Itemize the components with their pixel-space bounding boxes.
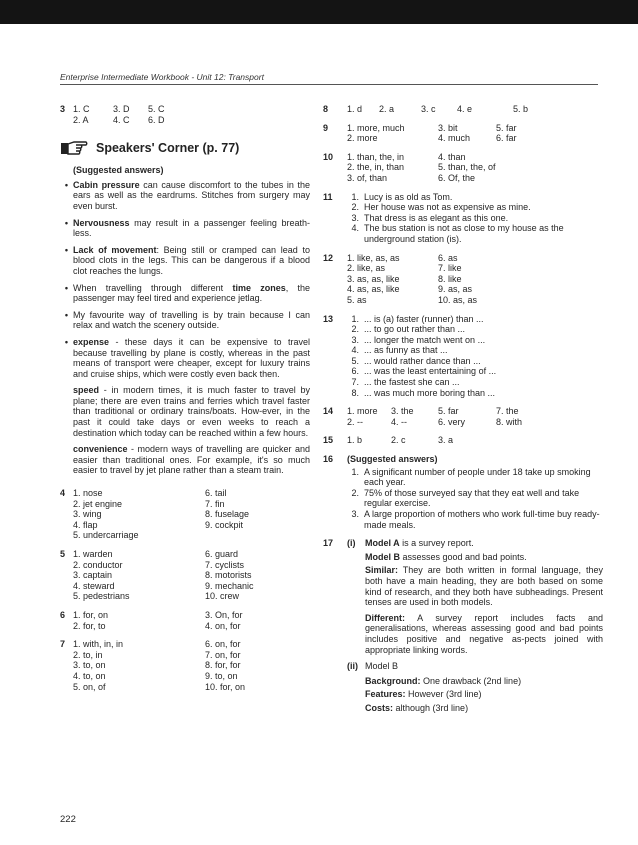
answer-cell: 5. pedestrians <box>73 591 130 602</box>
answer-cell: 2. a <box>379 104 395 114</box>
answer-row <box>73 560 310 571</box>
list-item: 2. Her house was not as expensive as mine. <box>351 202 531 213</box>
list-item: 3. ... longer the match went on ... <box>351 334 486 345</box>
right-column <box>323 104 603 714</box>
answer-cell: 8. motorists <box>205 570 252 581</box>
part-i: (i) Model A is a survey report. Model B assesses good and bad points. Similar: They are both written in formal language, they both have a main heading, they are both based on some kind of research, and they both have subheadings. Present tenses are used in both models. Different: A survey report includes facts and generalisations, whereas assessing good and bad points includes positive and negative as-pects joined with appropriate linking words. <box>347 538 603 655</box>
section-5: 5 1. warden 6. guard 2. conductor 7. cyclists 3. captain 8. motorists 4. steward 9. mechanic 5. pedestrians 10. crew <box>60 549 310 602</box>
answer-row <box>73 650 310 661</box>
answer-cell: 2. the, in, than <box>347 162 405 173</box>
list-item: 3. That dress is as elegant as this one. <box>351 212 509 223</box>
answer-row <box>347 173 603 184</box>
answer-row <box>73 682 310 693</box>
answer-row <box>73 570 310 581</box>
answer-cell: 6. guard <box>205 549 239 559</box>
list-item: 1. Lucy is as old as Tom. <box>351 191 453 202</box>
answer-row <box>347 152 603 163</box>
section-16: 16 (Suggested answers) 1. A significant number of people under 18 take up smoking each year. 2. 75% of those surveyed say that they eat well and take regular exercise. 3. A large proportion of mothers who work full-time buy ready-made meals. <box>323 454 603 530</box>
answer-cell: 1. like, as, as <box>347 252 400 263</box>
page-number: 222 <box>60 814 76 825</box>
section-12: 12 1. like, as, as 6. as 2. like, as 7. like 3. as, as, like 8. like 4. as, as, like 9. as, as 5. as 10. as, as <box>323 253 603 306</box>
answer-row <box>347 104 603 115</box>
answer-row <box>347 253 603 264</box>
answer-row <box>73 581 310 592</box>
list-item: 1. ... is (a) faster (runner) than ... <box>351 313 484 324</box>
answer-row <box>347 295 603 306</box>
answer-cell: 4. flap <box>73 519 98 530</box>
answer-cell: 3. wing <box>73 509 102 520</box>
bullet-item: • When travelling through different time zones, the passenger may feel tired and experience jetlag. <box>64 282 311 304</box>
answer-cell: 1. with, in, in <box>73 639 124 650</box>
list-item: 2. ... to go out rather than ... <box>351 324 466 335</box>
answer-cell: 4. e <box>457 104 473 114</box>
section-17: 17 (i) Model A is a survey report. Model B assesses good and bad points. Similar: They are both written in formal language, they both have a main heading, they are both based on some kind of research, and they both have subheadings. Present tenses are used in both models. Different: A survey report includes facts and generalisations, whereas assessing good and bad points includes positive and negative as-pects joined with appropriate linking words. (ii) Model B Background: One drawback (2nd line) Features: However (3rd line) Costs: although (3rd line) <box>323 538 603 713</box>
answer-row <box>73 115 310 126</box>
answer-cell: 4. much <box>438 133 471 144</box>
answer-row <box>347 274 603 285</box>
answer-row <box>347 133 603 144</box>
answer-row <box>73 660 310 671</box>
answer-cell: 6. Of, the <box>438 172 476 183</box>
answer-cell: 7. the <box>496 406 519 417</box>
running-header: Enterprise Intermediate Workbook - Unit 12: Transport <box>60 72 264 82</box>
list-item: 8. ... was much more boring than ... <box>351 387 496 398</box>
part-ii: (ii) Model B Background: One drawback (2nd line) Features: However (3rd line) Costs: although (3rd line) <box>347 661 522 713</box>
answer-cell: 4. steward <box>73 580 115 591</box>
answer-cell: 2. like, as <box>347 263 386 274</box>
answer-row <box>73 509 310 520</box>
answer-cell: 1. for, on <box>73 609 109 620</box>
answer-cell: 1. more, much <box>347 122 405 133</box>
answer-cell: 1. d <box>347 104 363 114</box>
section-3 <box>60 104 310 125</box>
speakers-corner-heading <box>60 139 310 157</box>
answer-cell: 5. far <box>496 122 517 133</box>
answer-cell: 2. c <box>391 435 406 446</box>
answer-cell: 6. very <box>438 416 466 427</box>
answer-cell: 5. than, the, of <box>438 162 496 173</box>
answer-row <box>347 162 603 173</box>
answer-cell: 1. than, the, in <box>347 151 405 162</box>
answer-row <box>73 610 310 621</box>
answer-row <box>347 435 603 446</box>
answer-cell: 3. the <box>391 406 414 417</box>
answer-cell: 3. captain <box>73 570 113 581</box>
answer-cell: 5. far <box>438 406 459 417</box>
answer-row <box>347 284 603 295</box>
answer-cell: 8. for, for <box>205 660 241 671</box>
answer-cell: 4. C <box>113 114 130 125</box>
answer-cell: 1. more <box>347 406 378 417</box>
answer-cell: 2. conductor <box>73 559 123 570</box>
answer-cell: 2. jet engine <box>73 498 123 509</box>
section-number: 3 <box>60 104 66 114</box>
answer-cell: 10. for, on <box>205 681 246 692</box>
list-item: 7. ... the fastest she can ... <box>351 377 460 388</box>
section-11: 11 1. Lucy is as old as Tom. 2. Her house was not as expensive as mine. 3. That dress is as elegant as this one. 4. The bus station is not as close to my house as the underground station (is). <box>323 192 603 245</box>
list-item: 4. ... as funny as that ... <box>351 345 448 356</box>
answer-cell: 5. on, of <box>73 681 106 692</box>
section-7: 7 1. with, in, in 6. on, for 2. to, in 7. on, for 3. to, on 8. for, for 4. to, on 9. to, on 5. on, of 10. for, on <box>60 639 310 692</box>
answer-row <box>73 104 310 115</box>
bullet-item: • Cabin pressure can cause discomfort to the tubes in the ears as well as the eardrums. Stitches from surgery may even burst. <box>64 179 310 211</box>
answer-cell: 4. to, on <box>73 670 106 681</box>
answer-cell: 9. cockpit <box>205 519 244 530</box>
answer-cell: 6. D <box>148 114 165 125</box>
answer-cell: 10. crew <box>205 591 240 602</box>
answer-cell: 3. c <box>421 104 436 114</box>
answer-cell: 4. than <box>438 151 466 162</box>
list-item: 5. ... would rather dance than ... <box>351 355 481 366</box>
header-rule <box>60 84 598 85</box>
list-item: 4. The bus station is not as close to my house as the underground station (is). <box>351 223 564 244</box>
answer-row <box>73 499 310 510</box>
answer-row <box>73 530 310 541</box>
answer-cell: 8. like <box>438 273 462 284</box>
answer-row <box>347 263 603 274</box>
answer-row <box>347 123 603 134</box>
answer-cell: 6. far <box>496 133 517 144</box>
speed-paragraph: speed - in modern times, it is much faster to travel by plane; there are even trains and ferries which travel faster than traditional or ordinary trains/boats. How-ever, in the past it could take days or even weeks to reach a destination which today can be reached within a few hours. <box>73 385 310 438</box>
answer-cell: 3. to, on <box>73 660 106 671</box>
answer-cell: 4. as, as, like <box>347 284 400 295</box>
answer-row <box>347 406 603 417</box>
answer-cell: 2. A <box>73 114 89 125</box>
section-8: 8 1. d 2. a 3. c 4. e 5. b <box>323 104 603 115</box>
answer-cell: 2. to, in <box>73 649 103 660</box>
answer-cell: 6. tail <box>205 488 227 499</box>
answer-row <box>73 591 310 602</box>
answer-cell: 7. fin <box>205 498 225 509</box>
bullet-list <box>60 180 310 380</box>
answer-cell: 1. C <box>73 104 90 114</box>
answer-row <box>73 488 310 499</box>
section-4: 4 1. nose 6. tail 2. jet engine 7. fin 3. wing 8. fuselage 4. flap 9. cockpit 5. undercarriage <box>60 488 310 541</box>
bullet-item: • My favourite way of travelling is by train because I can relax and watch the scenery outside. <box>64 309 310 331</box>
left-column <box>60 104 310 692</box>
section-13: 13 1. ... is (a) faster (runner) than ... 2. ... to go out rather than ... 3. ... longer the match went on ... 4. ... as funny as that ... 5. ... would rather dance than ... 6. ... was the least entertaining of ... 7. ... the fastest she can ... 8. ... was much more boring than ... <box>323 314 603 399</box>
answer-cell: 3. a <box>438 435 454 446</box>
answer-cell: 3. On, for <box>205 609 243 620</box>
answer-cell: 3. of, than <box>347 172 388 183</box>
answer-cell: 9. as, as <box>438 284 473 295</box>
speakers-corner-title: Speakers' Corner (p. 77) <box>96 140 240 155</box>
section-16-title: (Suggested answers) <box>347 454 438 465</box>
answer-row <box>73 520 310 531</box>
section-15: 15 1. b 2. c 3. a <box>323 435 603 446</box>
list-item: 3. A large proportion of mothers who work full-time buy ready-made meals. <box>351 509 600 530</box>
bullet-item: • Lack of movement: Being still or cramped can lead to blood clots in the legs. This can be dangerous if a blood clot reaches the lungs. <box>64 244 310 276</box>
answer-cell: 3. D <box>113 104 130 114</box>
answer-cell: 7. like <box>438 263 462 274</box>
list-item: 1. A significant number of people under 18 take up smoking each year. <box>351 466 591 488</box>
answer-cell: 4. on, for <box>205 620 241 631</box>
convenience-paragraph: convenience - modern ways of travelling are quicker and easier than traditional ones. For example, it's so much easier to travel by jet plane rather than a steam train. <box>73 444 310 476</box>
top-black-bar <box>0 0 638 24</box>
pointing-hand-icon <box>60 139 88 157</box>
answer-cell: 2. -- <box>347 416 364 427</box>
answer-cell: 7. on, for <box>205 649 241 660</box>
answer-cell: 7. cyclists <box>205 559 245 570</box>
answer-cell: 5. as <box>347 294 367 305</box>
answer-cell: 5. C <box>148 104 165 114</box>
bullet-item: • expense - these days it can be expensive to travel because travelling by plane is costly, whereas in the past means of transport were cheaper, except for luxury trains and cruise ships, which were costly even back then. <box>64 336 310 379</box>
answer-row <box>73 621 310 632</box>
answer-cell: 5. b <box>513 104 529 114</box>
answer-cell: 6. as <box>438 252 458 263</box>
section-10: 10 1. than, the, in 4. than 2. the, in, than 5. than, the, of 3. of, than 6. Of, the <box>323 152 603 184</box>
answer-cell: 2. for, to <box>73 620 106 631</box>
answer-cell: 5. undercarriage <box>73 530 139 541</box>
answer-cell: 8. with <box>496 416 523 427</box>
answer-cell: 3. as, as, like <box>347 273 400 284</box>
answer-cell: 1. b <box>347 435 363 446</box>
answer-row <box>347 417 603 428</box>
section-14: 14 1. more 3. the 5. far 7. the 2. -- 4. -- 6. very 8. with <box>323 406 603 427</box>
section-6: 6 1. for, on 3. On, for 2. for, to 4. on, for <box>60 610 310 631</box>
bullet-item: • Nervousness may result in a passenger feeling breath-less. <box>64 217 310 239</box>
list-item: 2. 75% of those surveyed say that they eat well and take regular exercise. <box>351 487 580 509</box>
answer-row <box>73 639 310 650</box>
answer-cell: 2. more <box>347 133 378 144</box>
list-item: 6. ... was the least entertaining of ... <box>351 366 497 377</box>
answer-cell: 4. -- <box>391 416 408 427</box>
suggested-answers-label: (Suggested answers) <box>73 165 164 176</box>
answer-cell: 9. to, on <box>205 670 238 681</box>
answer-cell: 6. on, for <box>205 639 241 650</box>
answer-row <box>73 549 310 560</box>
answer-cell: 1. warden <box>73 549 113 559</box>
answer-cell: 3. bit <box>438 122 458 133</box>
answer-cell: 10. as, as <box>438 294 478 305</box>
answer-cell: 8. fuselage <box>205 509 250 520</box>
answer-cell: 1. nose <box>73 488 103 499</box>
answer-row <box>73 671 310 682</box>
answer-cell: 9. mechanic <box>205 580 254 591</box>
section-9: 9 1. more, much 3. bit 5. far 2. more 4. much 6. far <box>323 123 603 144</box>
